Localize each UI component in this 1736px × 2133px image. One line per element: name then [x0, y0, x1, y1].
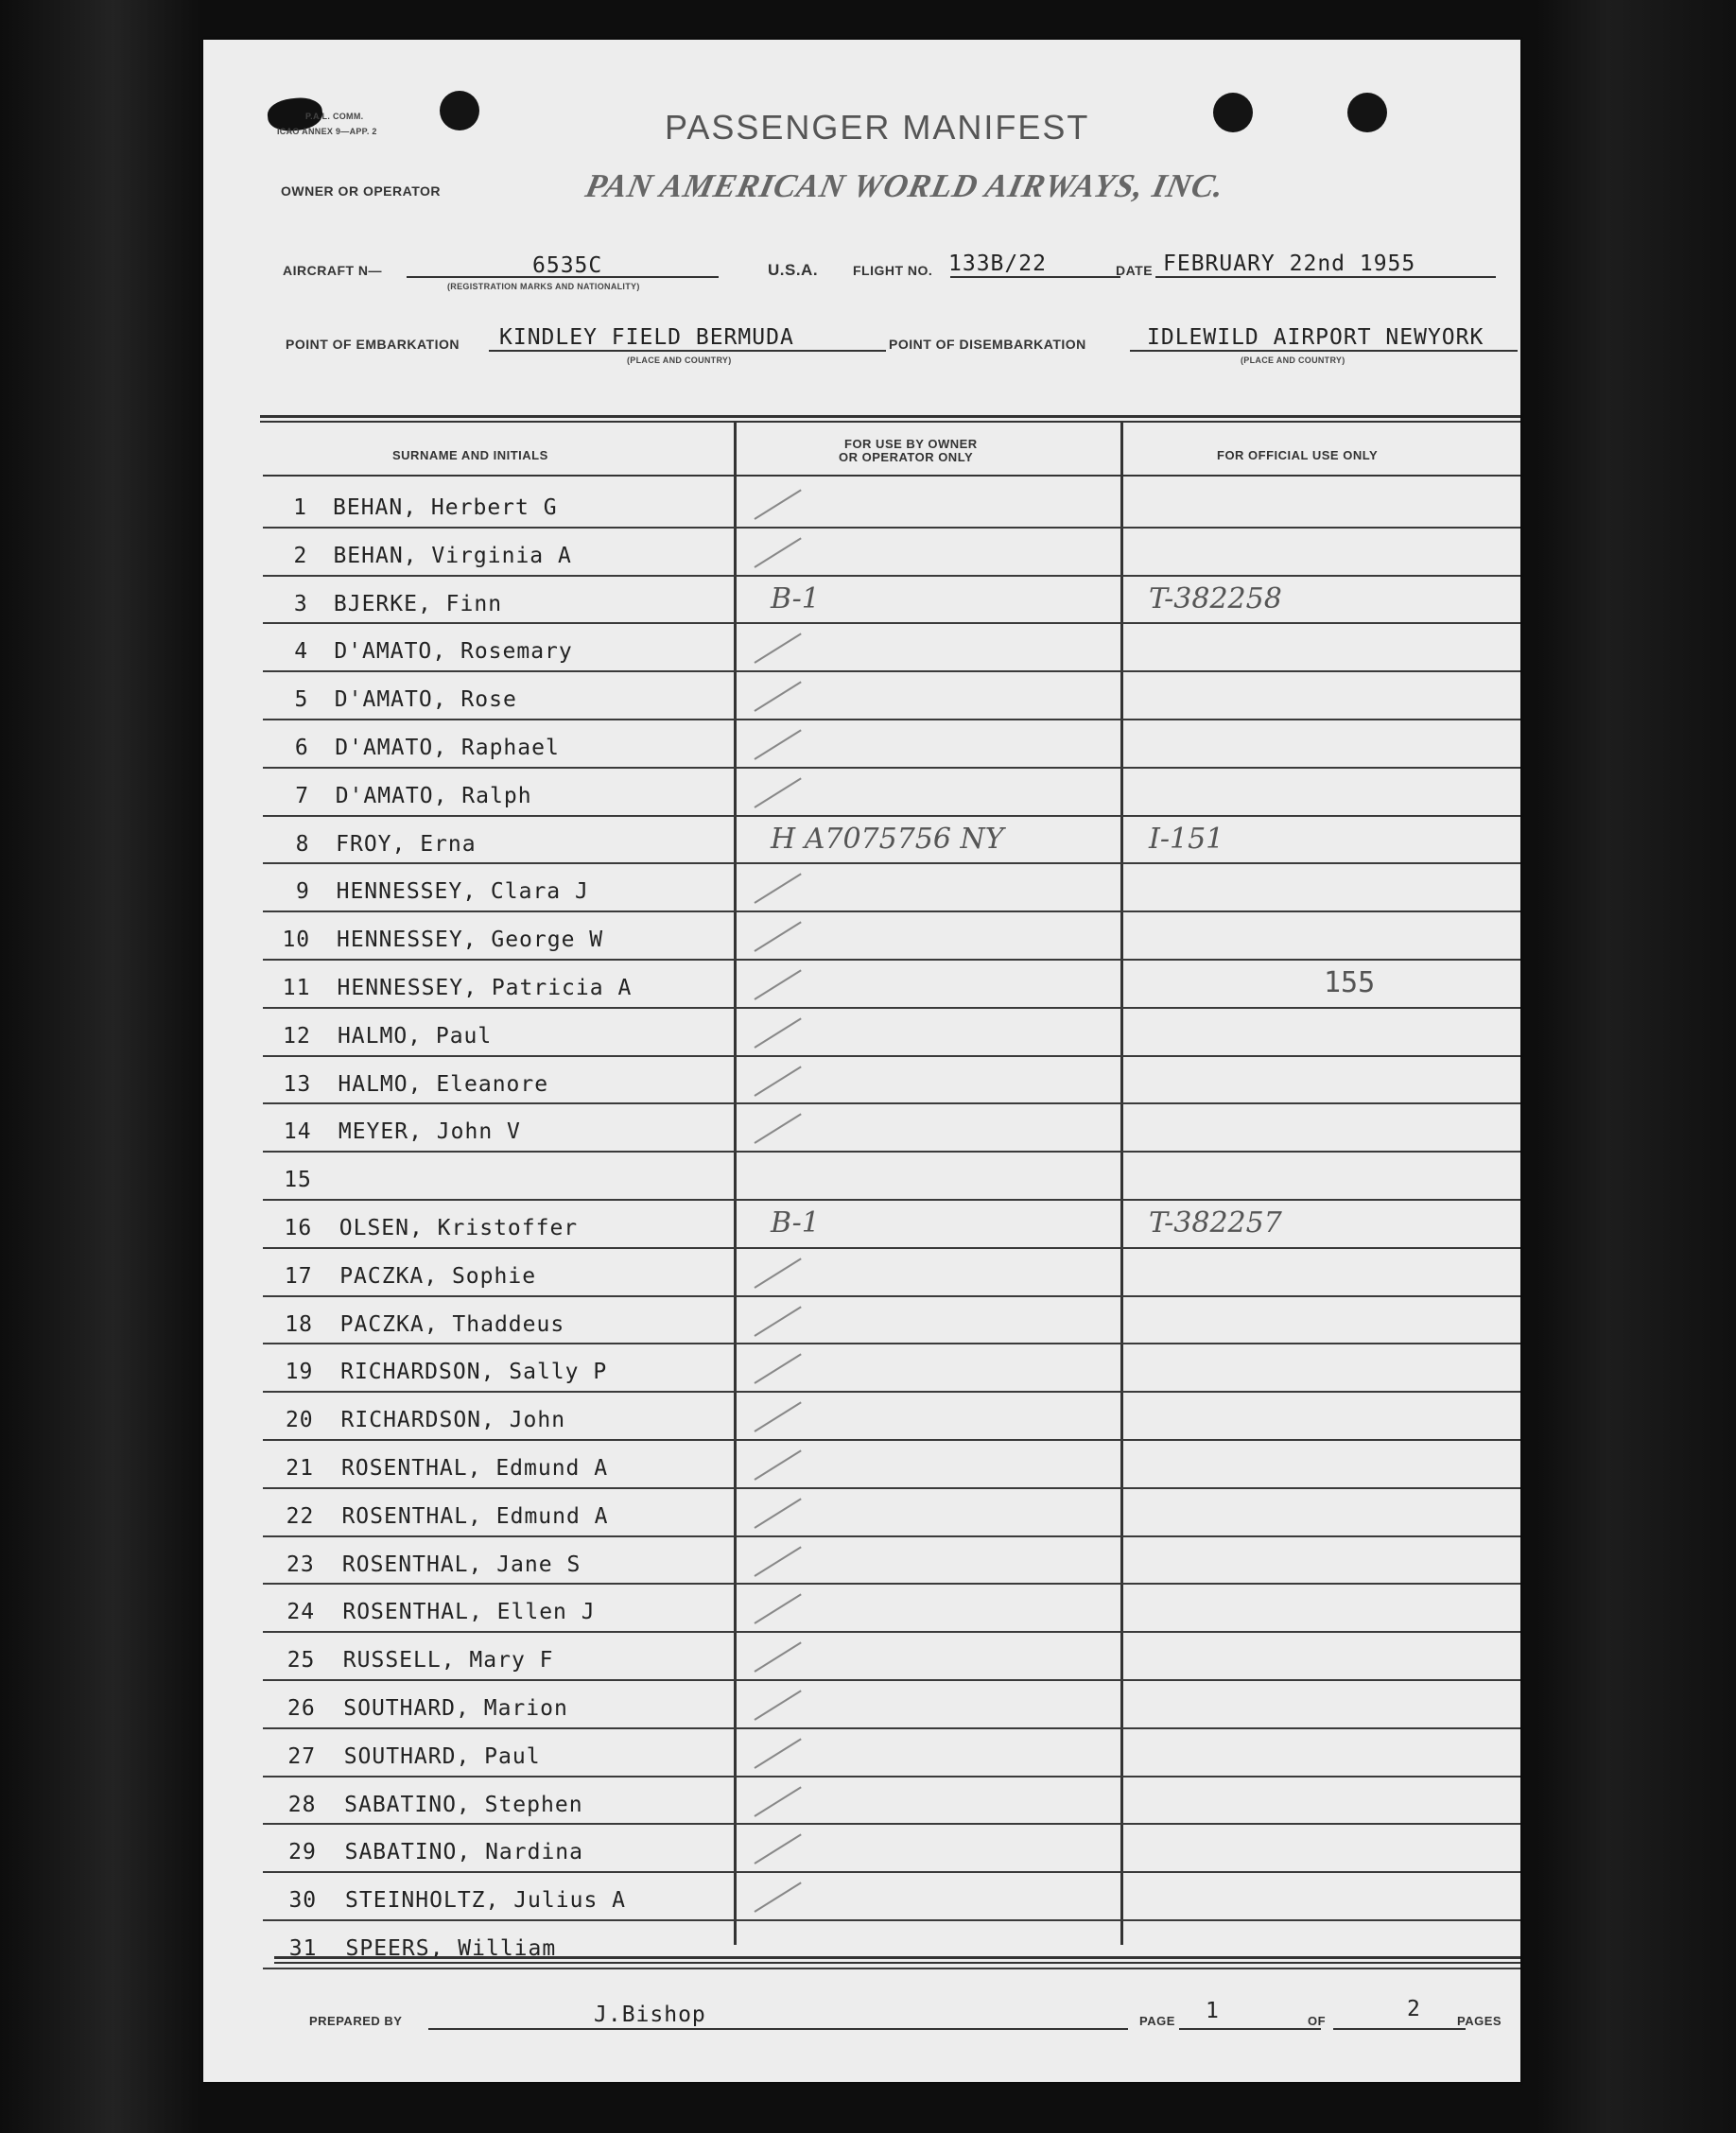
check-mark — [754, 537, 801, 567]
row-rule — [263, 1727, 1520, 1729]
nationality: U.S.A. — [768, 261, 819, 279]
row-number: 4 — [294, 639, 309, 665]
passenger-name: FROY, Erna — [336, 831, 477, 857]
embark-label: POINT OF EMBARKATION — [286, 337, 460, 352]
table-bottom-rule — [274, 1956, 1520, 1964]
check-mark — [754, 1449, 801, 1480]
check-mark — [754, 1738, 801, 1768]
date-value: FEBRUARY 22nd 1955 — [1163, 251, 1416, 276]
passenger-name: PACZKA, Thaddeus — [339, 1311, 565, 1337]
check-mark — [754, 1834, 801, 1864]
row-rule — [263, 1871, 1520, 1873]
passenger-name: OLSEN, Kristoffer — [339, 1216, 579, 1240]
row-number: 22 — [286, 1503, 315, 1529]
row-rule — [263, 1199, 1520, 1201]
page-label: PAGE — [1139, 2014, 1175, 2028]
official-annotation: 155 — [1324, 966, 1376, 999]
passenger-name: ROSENTHAL, Jane S — [341, 1552, 582, 1577]
form-code-top: P.A.L. COMM. — [305, 112, 364, 121]
row-number: 20 — [285, 1408, 314, 1433]
date-label: DATE — [1116, 263, 1154, 278]
row-number: 21 — [286, 1456, 314, 1481]
row-number: 6 — [294, 736, 309, 760]
row-rule — [263, 1439, 1520, 1441]
row-number: 31 — [288, 1936, 318, 1961]
row-rule — [263, 670, 1520, 672]
column-header-owner-2: OR OPERATOR ONLY — [839, 450, 974, 464]
check-mark — [754, 1786, 801, 1816]
passenger-name: HALMO, Paul — [337, 1023, 493, 1049]
row-number: 24 — [286, 1600, 316, 1625]
official-annotation: I-151 — [1149, 822, 1224, 856]
row-rule — [263, 1583, 1520, 1585]
row-rule — [263, 1007, 1520, 1009]
passenger-name: SOUTHARD, Paul — [343, 1743, 541, 1769]
passenger-name: RICHARDSON, Sally P — [340, 1360, 608, 1385]
passenger-name: SOUTHARD, Marion — [343, 1696, 568, 1721]
passenger-name: HENNESSEY, Patricia A — [337, 976, 633, 1000]
passenger-name: BEHAN, Herbert G — [333, 495, 558, 520]
flight-value: 133B/22 — [948, 251, 1047, 276]
row-number: 5 — [294, 687, 309, 713]
column-divider-1 — [734, 423, 737, 1945]
row-rule — [263, 575, 1520, 577]
flight-label: FLIGHT NO. — [853, 263, 933, 278]
row-rule — [263, 1247, 1520, 1249]
check-mark — [754, 1114, 801, 1144]
punch-hole-center — [1213, 93, 1253, 132]
registration-caption: (REGISTRATION MARKS AND NATIONALITY) — [447, 282, 640, 291]
passenger-name: RUSSELL, Mary F — [342, 1648, 554, 1673]
passenger-name: D'AMATO, Rose — [334, 687, 517, 713]
row-rule — [263, 1535, 1520, 1537]
column-header-official: FOR OFFICIAL USE ONLY — [1217, 448, 1379, 462]
passenger-name: HENNESSEY, Clara J — [336, 879, 589, 905]
row-number: 13 — [283, 1071, 312, 1097]
aircraft-value: 6535C — [532, 253, 603, 278]
passenger-name: D'AMATO, Raphael — [335, 736, 560, 760]
row-rule — [263, 862, 1520, 864]
pages-label: PAGES — [1457, 2014, 1502, 2028]
row-number: 15 — [284, 1168, 312, 1193]
row-number: 16 — [284, 1216, 313, 1240]
passenger-name: ROSENTHAL, Ellen J — [342, 1600, 596, 1625]
passenger-name: D'AMATO, Rosemary — [334, 639, 573, 665]
passenger-name: D'AMATO, Ralph — [335, 783, 532, 808]
check-mark — [754, 1546, 801, 1576]
row-number: 10 — [282, 928, 311, 953]
check-mark — [754, 1066, 801, 1096]
row-number: 19 — [285, 1360, 314, 1385]
row-number: 14 — [283, 1119, 312, 1145]
row-rule — [263, 719, 1520, 720]
row-rule — [263, 1055, 1520, 1057]
passenger-name: STEINHOLTZ, Julius A — [345, 1888, 626, 1914]
row-rule — [263, 1968, 1520, 1969]
row-rule — [263, 1295, 1520, 1297]
row-number: 25 — [286, 1648, 316, 1673]
column-header-owner-1: FOR USE BY OWNER — [844, 437, 978, 451]
row-number: 7 — [295, 783, 310, 808]
row-rule — [263, 815, 1520, 817]
owner-value: PAN AMERICAN WORLD AIRWAYS, INC. — [582, 167, 1228, 204]
row-rule — [263, 1151, 1520, 1153]
row-rule — [263, 1343, 1520, 1344]
passenger-name: SABATINO, Nardina — [344, 1840, 583, 1865]
of-value: 2 — [1407, 1997, 1421, 2021]
row-rule — [263, 910, 1520, 912]
check-mark — [754, 682, 801, 712]
passenger-name: RICHARDSON, John — [340, 1408, 566, 1433]
check-mark — [754, 777, 801, 807]
check-mark — [754, 1017, 801, 1048]
passenger-name: MEYER, John V — [338, 1119, 521, 1145]
row-number: 28 — [287, 1792, 317, 1817]
form-code: ICAO ANNEX 9—APP. 2 — [277, 127, 377, 136]
check-mark — [754, 1402, 801, 1432]
page-value: 1 — [1206, 1999, 1220, 2023]
header-bottom-rule — [263, 475, 1520, 477]
row-number: 9 — [295, 879, 310, 905]
punch-hole-right — [1347, 93, 1387, 132]
passenger-name: SABATINO, Stephen — [344, 1792, 583, 1817]
owner-annotation: B-1 — [771, 1206, 820, 1240]
of-label: OF — [1308, 2014, 1327, 2028]
embark-value: KINDLEY FIELD BERMUDA — [499, 325, 794, 350]
check-mark — [754, 1594, 801, 1624]
aircraft-label: AIRCRAFT N— — [283, 263, 383, 278]
passenger-name: HENNESSEY, George W — [337, 928, 604, 953]
passenger-name: HALMO, Eleanore — [338, 1071, 549, 1097]
row-rule — [263, 1679, 1520, 1681]
check-mark — [754, 1354, 801, 1384]
check-mark — [754, 1306, 801, 1336]
punch-hole-left — [440, 91, 479, 130]
passenger-name: PACZKA, Sophie — [339, 1263, 537, 1289]
row-number: 12 — [283, 1023, 311, 1049]
check-mark — [754, 969, 801, 999]
disembark-label: POINT OF DISEMBARKATION — [889, 337, 1086, 352]
row-number: 29 — [288, 1840, 317, 1865]
row-number: 26 — [287, 1696, 316, 1721]
row-number: 2 — [293, 543, 308, 568]
prepared-label: PREPARED BY — [309, 2014, 403, 2028]
column-header-names: SURNAME AND INITIALS — [392, 448, 548, 462]
row-rule — [263, 527, 1520, 529]
row-rule — [263, 1776, 1520, 1778]
row-number: 11 — [282, 976, 311, 1000]
passenger-name: ROSENTHAL, Edmund A — [341, 1456, 609, 1481]
passenger-name: BJERKE, Finn — [333, 591, 503, 616]
document-title: PASSENGER MANIFEST — [665, 108, 1090, 147]
row-number: 18 — [285, 1311, 313, 1337]
check-mark — [754, 729, 801, 759]
row-rule — [263, 1487, 1520, 1489]
prepared-value: J.Bishop — [594, 2003, 706, 2027]
check-mark — [754, 1642, 801, 1673]
passenger-name: BEHAN, Virginia A — [333, 543, 572, 568]
owner-annotation: H A7075756 NY — [771, 822, 1004, 856]
check-mark — [754, 1498, 801, 1528]
check-mark — [754, 1257, 801, 1288]
check-mark — [754, 489, 801, 519]
passenger-name: SPEERS, William — [345, 1936, 557, 1961]
official-annotation: T-382258 — [1149, 581, 1282, 616]
row-number: 17 — [284, 1263, 313, 1289]
row-number: 23 — [286, 1552, 315, 1577]
row-number: 30 — [288, 1888, 318, 1914]
check-mark — [754, 922, 801, 952]
column-divider-2 — [1120, 423, 1123, 1945]
check-mark — [754, 1690, 801, 1720]
row-number: 8 — [295, 831, 310, 857]
row-rule — [263, 1391, 1520, 1393]
check-mark — [754, 874, 801, 904]
row-rule — [263, 767, 1520, 769]
row-number: 1 — [293, 495, 307, 520]
row-rule — [263, 959, 1520, 961]
owner-label: OWNER OR OPERATOR — [281, 183, 441, 199]
row-rule — [263, 1102, 1520, 1104]
disembark-value: IDLEWILD AIRPORT NEWYORK — [1147, 325, 1484, 350]
row-rule — [263, 1631, 1520, 1633]
row-rule — [263, 1823, 1520, 1825]
check-mark — [754, 633, 801, 664]
disembark-caption: (PLACE AND COUNTRY) — [1241, 356, 1345, 365]
official-annotation: T-382257 — [1149, 1206, 1282, 1240]
row-rule — [263, 622, 1520, 624]
passenger-name: ROSENTHAL, Edmund A — [341, 1503, 609, 1529]
row-number: 27 — [287, 1743, 317, 1769]
owner-annotation: B-1 — [771, 581, 820, 616]
row-rule — [263, 1919, 1520, 1921]
table-top-rule — [260, 415, 1520, 423]
check-mark — [754, 1882, 801, 1913]
row-number: 3 — [293, 591, 308, 616]
manifest-sheet — [203, 40, 1520, 2082]
embark-caption: (PLACE AND COUNTRY) — [627, 356, 732, 365]
